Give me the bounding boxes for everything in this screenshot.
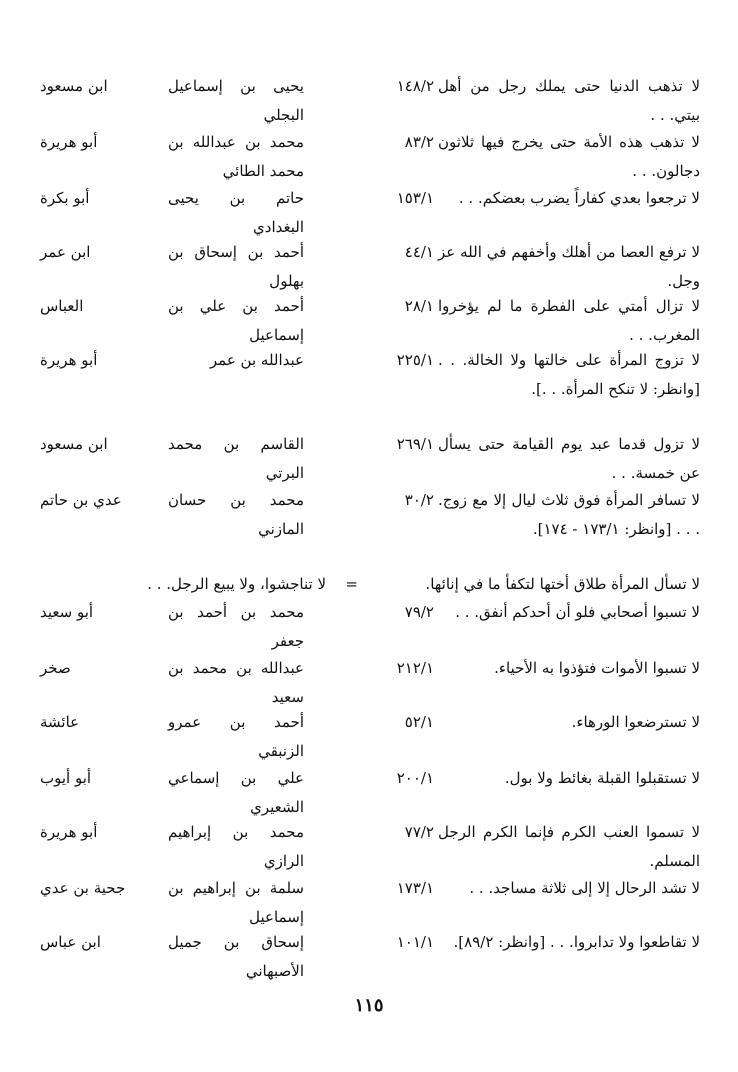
narrator-name: محمد بن إبراهيم الرازي (168, 823, 304, 870)
companion-name: أبو أيوب (40, 769, 92, 787)
narrator-name: عبدالله بن محمد بن سعيد (168, 659, 304, 706)
narrator-name: حاتم بن يحيى البغدادي (168, 189, 304, 236)
hadith-text: لا تقاطعوا ولا تدابروا. . . [وانظر: ٨٩/٢]. (453, 933, 700, 951)
narrator-name: أحمد بن علي بن إسماعيل (168, 297, 304, 344)
narrator-name: أحمد بن إسحاق بن بهلول (168, 243, 304, 290)
narrator-name: علي بن إسماعي الشعيري (168, 769, 304, 816)
narrator-name: محمد بن عبدالله بن محمد الطائي (168, 133, 304, 180)
companion-name: أبو هريرة (40, 133, 98, 151)
companion-name: أبو هريرة (40, 823, 98, 841)
volume-page-ref: ٢١٢/١ (396, 659, 434, 677)
cross-reference-target: لا تناجشوا، ولا يبيع الرجل. . . (147, 575, 326, 593)
companion-name: ابن عمر (40, 243, 91, 261)
companion-name: ابن مسعود (40, 435, 108, 453)
narrator-name: إسحاق بن جميل الأصبهاني (168, 933, 304, 980)
hadith-text: لا تزول قدما عبد يوم القيامة حتى يسأل عن خمسة. . . (438, 435, 700, 482)
volume-page-ref: ٧٧/٢ (404, 823, 434, 841)
volume-page-ref: ٤٤/١ (404, 243, 434, 261)
companion-name: أبو هريرة (40, 351, 98, 369)
volume-page-ref: ٨٣/٢ (404, 133, 434, 151)
hadith-text: لا ترفع العصا من أهلك وأخفهم في الله عز وجل. (438, 243, 700, 290)
equals-sign: = (345, 575, 358, 593)
hadith-text: لا تستقبلوا القبلة بغائط ولا بول. (504, 769, 700, 787)
companion-name: عائشة (40, 713, 80, 731)
hadith-text: لا تذهب الدنيا حتى يملك رجل من أهل بيتي. . . (438, 77, 700, 124)
companion-name: صخر (40, 659, 71, 677)
hadith-text: لا تسموا العنب الكرم فإنما الكرم الرجل المسلم. (438, 823, 700, 870)
hadith-text: لا ترجعوا بعدي كفاراً يضرب بعضكم. . . (458, 189, 700, 207)
companion-name: العباس (40, 297, 84, 315)
narrator-name: سلمة بن إبراهيم بن إسماعيل (168, 879, 304, 926)
narrator-name: يحيى بن إسماعيل البجلي (168, 77, 304, 124)
narrator-name: أحمد بن عمرو الزنبقي (168, 713, 304, 760)
hadith-text: لا تزال أمتي على الفطرة ما لم يؤخروا المغرب. . . (438, 297, 700, 344)
hadith-text: لا تزوج المرأة على خالتها ولا الخالة. . . [وانظر: لا تنكح المرأة. . .]. (438, 351, 700, 398)
companion-name: ابن مسعود (40, 77, 108, 95)
hadith-text: لا تشد الرحال إلا إلى ثلاثة مساجد. . . (469, 879, 700, 897)
hadith-text: لا تسبوا الأموات فتؤذوا به الأحياء. (494, 659, 700, 677)
page-number: ١١٥ (354, 995, 384, 1016)
hadith-text: لا تسافر المرأة فوق ثلاث ليال إلا مع زوج. . . . [وانظر: ١٧٣/١ - ١٧٤]. (438, 491, 700, 538)
narrator-name: محمد بن حسان المازني (168, 491, 304, 538)
volume-page-ref: ٢٦٩/١ (396, 435, 434, 453)
volume-page-ref: ٧٩/٢ (404, 603, 434, 621)
companion-name: أبو سعيد (40, 603, 94, 621)
hadith-text: لا تذهب هذه الأمة حتى يخرج فيها ثلاثون دجالون. . . (438, 133, 700, 180)
narrator-name: عبدالله بن عمر (209, 351, 304, 369)
volume-page-ref: ٢٨/١ (404, 297, 434, 315)
volume-page-ref: ٢٠٠/١ (396, 769, 434, 787)
hadith-text: لا تسأل المرأة طلاق أختها لتكفأ ما في إنائها. (425, 575, 700, 593)
volume-page-ref: ٣٠/٢ (404, 491, 434, 509)
companion-name: أبو بكرة (40, 189, 90, 207)
volume-page-ref: ١٥٣/١ (396, 189, 434, 207)
hadith-text: لا تسترضعوا الورهاء. (571, 713, 700, 731)
companion-name: جحية بن عدي (40, 879, 126, 897)
volume-page-ref: ٥٢/١ (404, 713, 434, 731)
companion-name: عدي بن حاتم (40, 491, 122, 509)
volume-page-ref: ١٧٣/١ (396, 879, 434, 897)
narrator-name: القاسم بن محمد البرتي (168, 435, 304, 482)
hadith-text: لا تسبوا أصحابي فلو أن أحدكم أنفق. . . (455, 603, 700, 621)
companion-name: ابن عباس (40, 933, 101, 951)
volume-page-ref: ١٤٨/٢ (396, 77, 434, 95)
volume-page-ref: ٢٢٥/١ (396, 351, 434, 369)
volume-page-ref: ١٠١/١ (396, 933, 434, 951)
narrator-name: محمد بن أحمد بن جعفر (168, 603, 304, 650)
